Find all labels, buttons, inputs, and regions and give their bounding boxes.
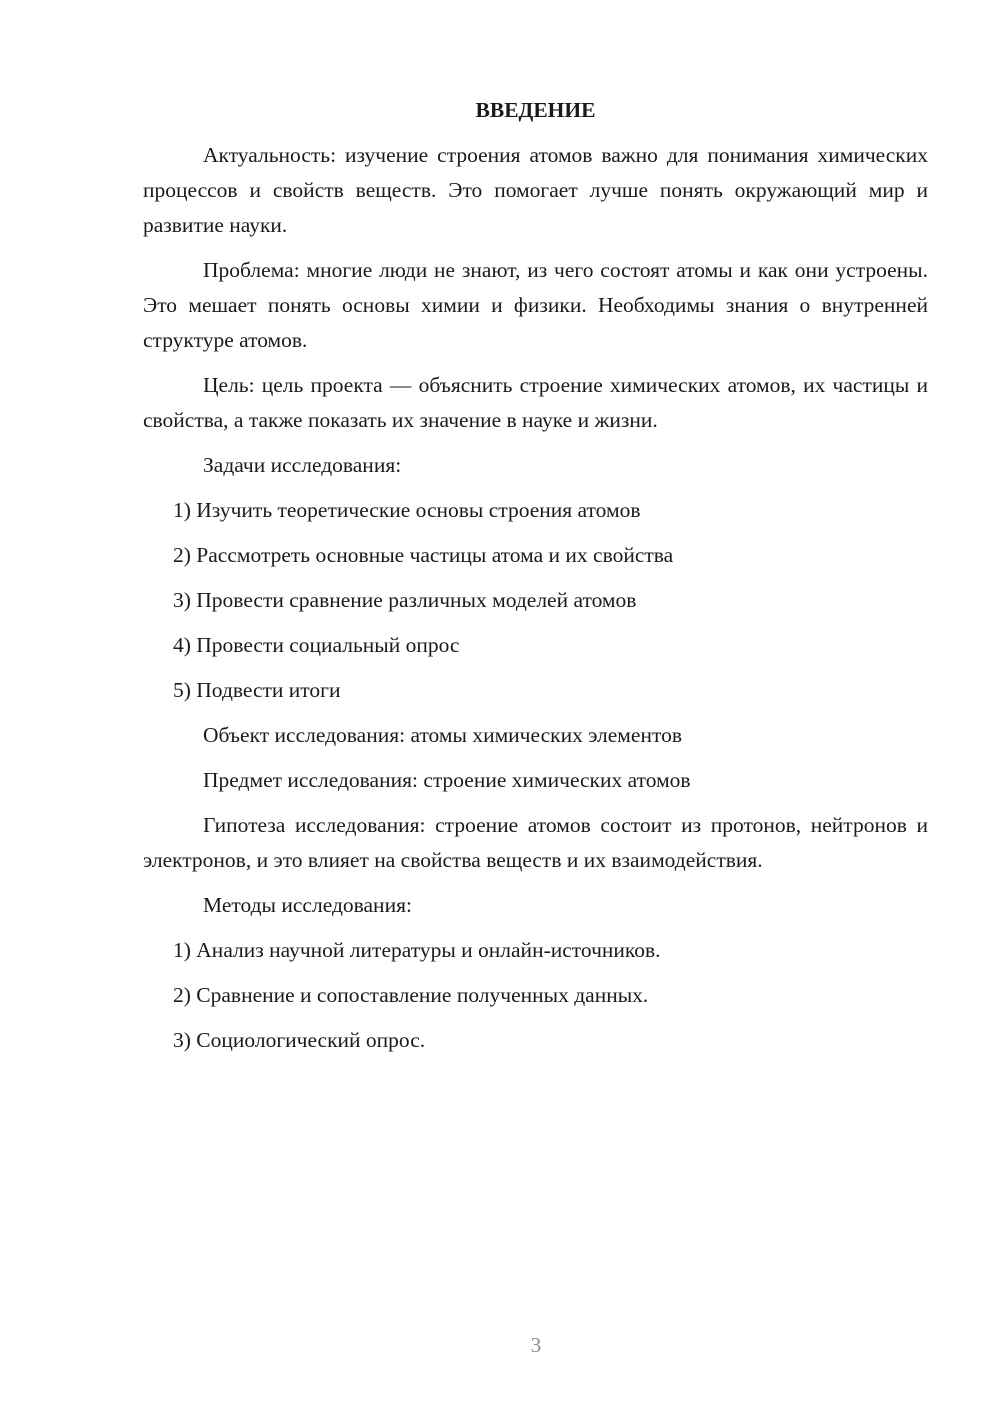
- method-item: 1) Анализ научной литературы и онлайн-источников.: [173, 938, 661, 962]
- methods-list: [143, 933, 928, 1058]
- research-subject: Предмет исследования: строение химических атомов: [203, 768, 691, 792]
- tasks-heading: Задачи исследования:: [203, 453, 402, 477]
- document-body: [143, 93, 928, 1068]
- method-item: 3) Социологический опрос.: [173, 1028, 426, 1052]
- page-title: ВВЕДЕНИЕ: [475, 98, 596, 122]
- task-item: 3) Провести сравнение различных моделей атомов: [173, 588, 637, 612]
- relevance-paragraph: Актуальность: изучение строения атомов важно для понимания химических процессов и свойств веществ. Это помогает лучше понять окружающий мир и развитие науки.: [143, 143, 928, 237]
- task-item: 1) Изучить теоретические основы строения атомов: [173, 498, 641, 522]
- task-item: 2) Рассмотреть основные частицы атома и их свойства: [173, 543, 674, 567]
- research-object: Объект исследования: атомы химических элементов: [203, 723, 682, 747]
- hypothesis-paragraph: Гипотеза исследования: строение атомов состоит из протонов, нейтронов и электронов, и это влияет на свойства веществ и их взаимодействия.: [143, 813, 928, 872]
- methods-heading: Методы исследования:: [203, 893, 412, 917]
- method-item: 2) Сравнение и сопоставление полученных данных.: [173, 983, 649, 1007]
- task-item: 5) Подвести итоги: [173, 678, 341, 702]
- task-item: 4) Провести социальный опрос: [173, 633, 460, 657]
- tasks-list: [143, 493, 928, 708]
- goal-paragraph: Цель: цель проекта — объяснить строение химических атомов, их частицы и свойства, а также показать их значение в науке и жизни.: [143, 373, 928, 432]
- problem-paragraph: Проблема: многие люди не знают, из чего состоят атомы и как они устроены. Это мешает понять основы химии и физики. Необходимы знания о внутренней структуре атомов.: [143, 258, 928, 352]
- page-number: 3: [530, 1333, 542, 1357]
